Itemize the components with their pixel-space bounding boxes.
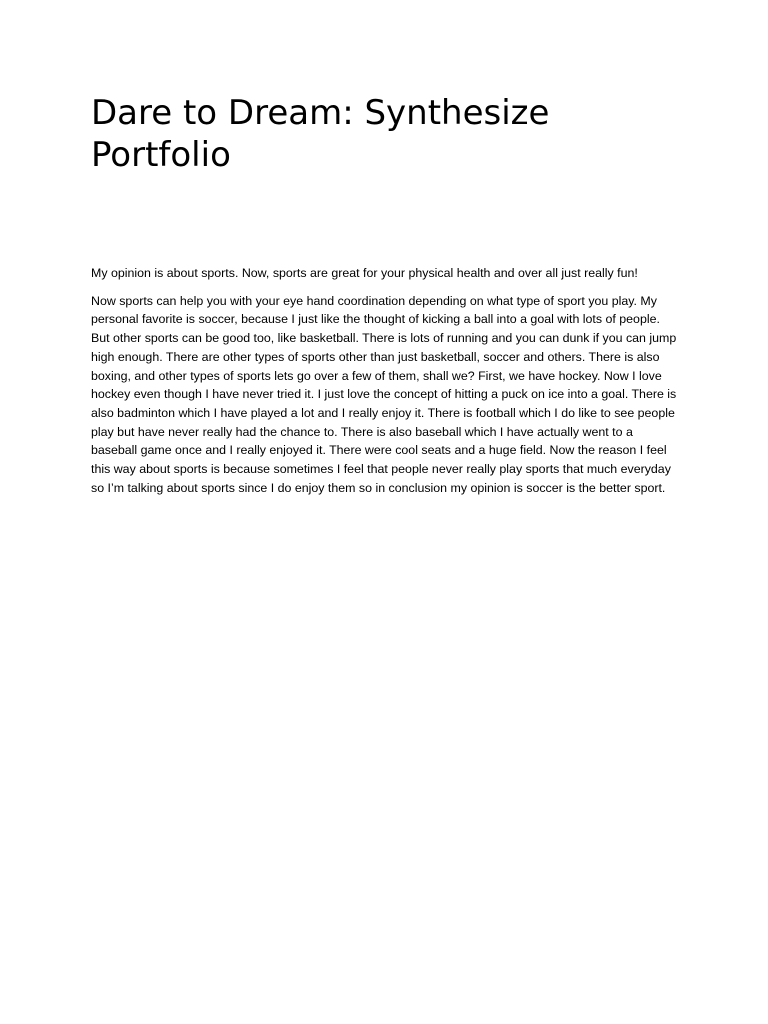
paragraph-intro: My opinion is about sports. Now, sports are great for your physical health and over all just really fun! xyxy=(91,266,638,280)
paragraph-main: Now sports can help you with your eye hand coordination depending on what type of sport you play. My personal favorite is soccer, because I just like the thought of kicking a ball into a goal with lots of people. But other sports can be good too, like basketball. There is lots of running and you can dunk if you can jump high enough. There are other types of sports other than just basketball, soccer and others. There is also boxing, and other types of sports lets go over a few of them, shall we? First, we have hockey. Now I love hockey even though I have never tried it. I just love the concept of hitting a puck on ice into a goal. There is also badminton which I have played a lot and I really enjoy it. There is football which I do like to see people play but have never really had the chance to. There is also baseball which I have actually went to a baseball game once and I really enjoyed it. There were cool seats and a huge field. Now the reason I feel this way about sports is because sometimes I feel that people never really play sports that much everyday so I’m talking about sports since I do enjoy them so in conclusion my opinion is soccer is the better sport. xyxy=(91,293,677,495)
document-body xyxy=(91,264,679,506)
document-title: Dare to Dream: Synthesize Portfolio xyxy=(91,93,550,175)
